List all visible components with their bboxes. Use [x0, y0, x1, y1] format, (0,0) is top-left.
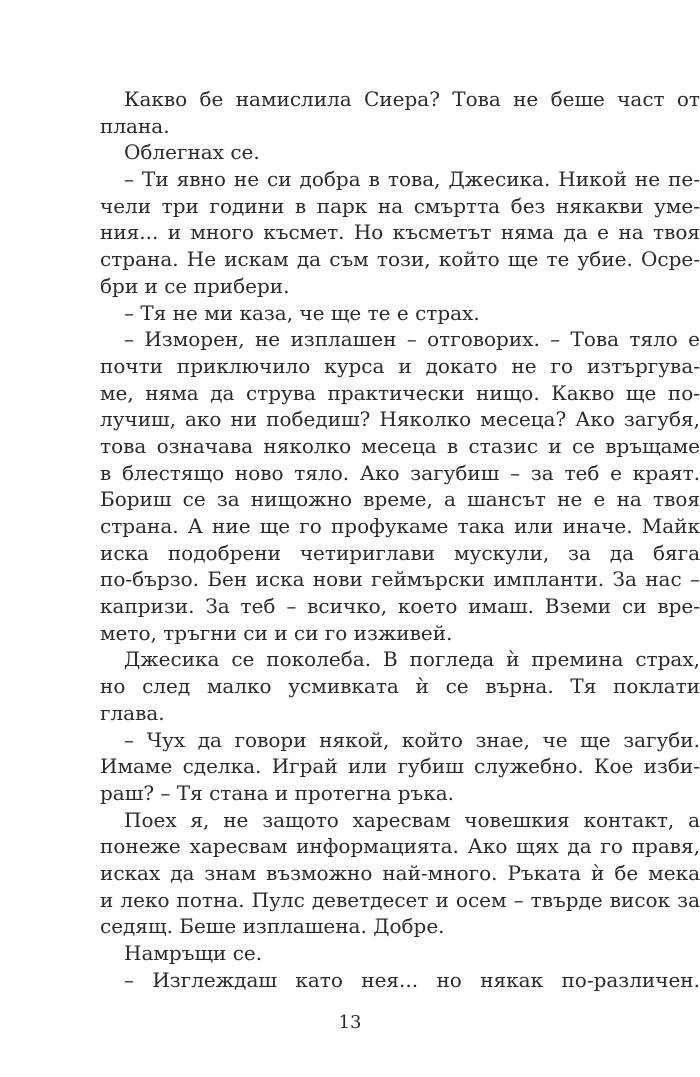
text-line: – Чух да говори някой, който знае, че ще загуби. [124, 727, 700, 752]
text-line: иска подобрени четириглави мускули, за да бяга [100, 540, 700, 565]
text-line: – Изглеждаш като нея... но някак по-различен. [124, 967, 700, 992]
text-line: страна. А ние ще го профукаме така или иначе. Майк [100, 514, 700, 538]
text-line: – Изморен, не изплашен – отговорих. – Това тяло е [124, 327, 700, 352]
text-line: по-бързо. Бен иска нови геймърски импланти. За нас – [100, 567, 700, 592]
text-line: бри и се прибери. [100, 273, 290, 298]
text-line: седящ. Беше изплашена. Добре. [100, 914, 445, 939]
text-line: това означава няколко месеца в стазис и се връщаме [100, 433, 700, 458]
text-line: чели три години в парк на смъртта без някакви уме- [100, 193, 700, 218]
text-line: Какво бе намислила Сиера? Това не беше част от [124, 87, 700, 111]
text-line: страна. Не искам да съм този, който ще те убие. Осре- [100, 247, 700, 272]
text-line: Бориш се за нищожно време, а шансът не е на твоя [100, 487, 700, 512]
text-line: – Тя не ми каза, че ще те е страх. [124, 300, 480, 325]
text-line: раш? – Тя стана и протегна ръка. [100, 780, 455, 805]
text-line: понеже харесвам информацията. Ако щях да го правя, [100, 834, 700, 859]
text-line: глава. [100, 700, 165, 725]
page-number: 13 [338, 1012, 362, 1033]
text-line: ния... и много късмет. Но късметът няма да е на твоя [100, 220, 700, 245]
text-line: капризи. За теб – всичко, което имаш. Вземи си вре- [100, 594, 700, 619]
text-line: Джесика се поколеба. В погледа ѝ премина страх, [124, 647, 700, 672]
text-line: и леко потна. Пулс деветдесет и осем – твърде висок за [100, 887, 700, 912]
text-line: исках да знам възможно най-много. Ръката ѝ бе мека [100, 860, 700, 885]
text-line: мето, тръгни си и си го изживей. [100, 620, 453, 645]
text-line: почти приключило курса и докато не го изтъргува- [100, 353, 700, 378]
text-line: Намръщи се. [124, 941, 263, 965]
text-line: но след малко усмивката ѝ се върна. Тя поклати [100, 674, 700, 699]
text-line: Имаме сделка. Играй или губиш служебно. Кое изби- [100, 754, 700, 779]
text-line: плана. [100, 113, 170, 138]
text-line: Облегнах се. [124, 140, 260, 165]
text-line: ме, няма да струва практически нищо. Какво ще по- [100, 380, 700, 405]
text-line: – Ти явно не си добра в това, Джесика. Никой не пе- [124, 167, 700, 192]
text-line: Поех я, не защото харесвам човешкия контакт, а [124, 807, 700, 832]
text-line: лучиш, ако ни победиш? Няколко месеца? Ако загубя, [100, 407, 700, 432]
body-text [100, 86, 700, 993]
text-line: в блестящо ново тяло. Ако загубиш – за теб е краят. [100, 460, 700, 485]
